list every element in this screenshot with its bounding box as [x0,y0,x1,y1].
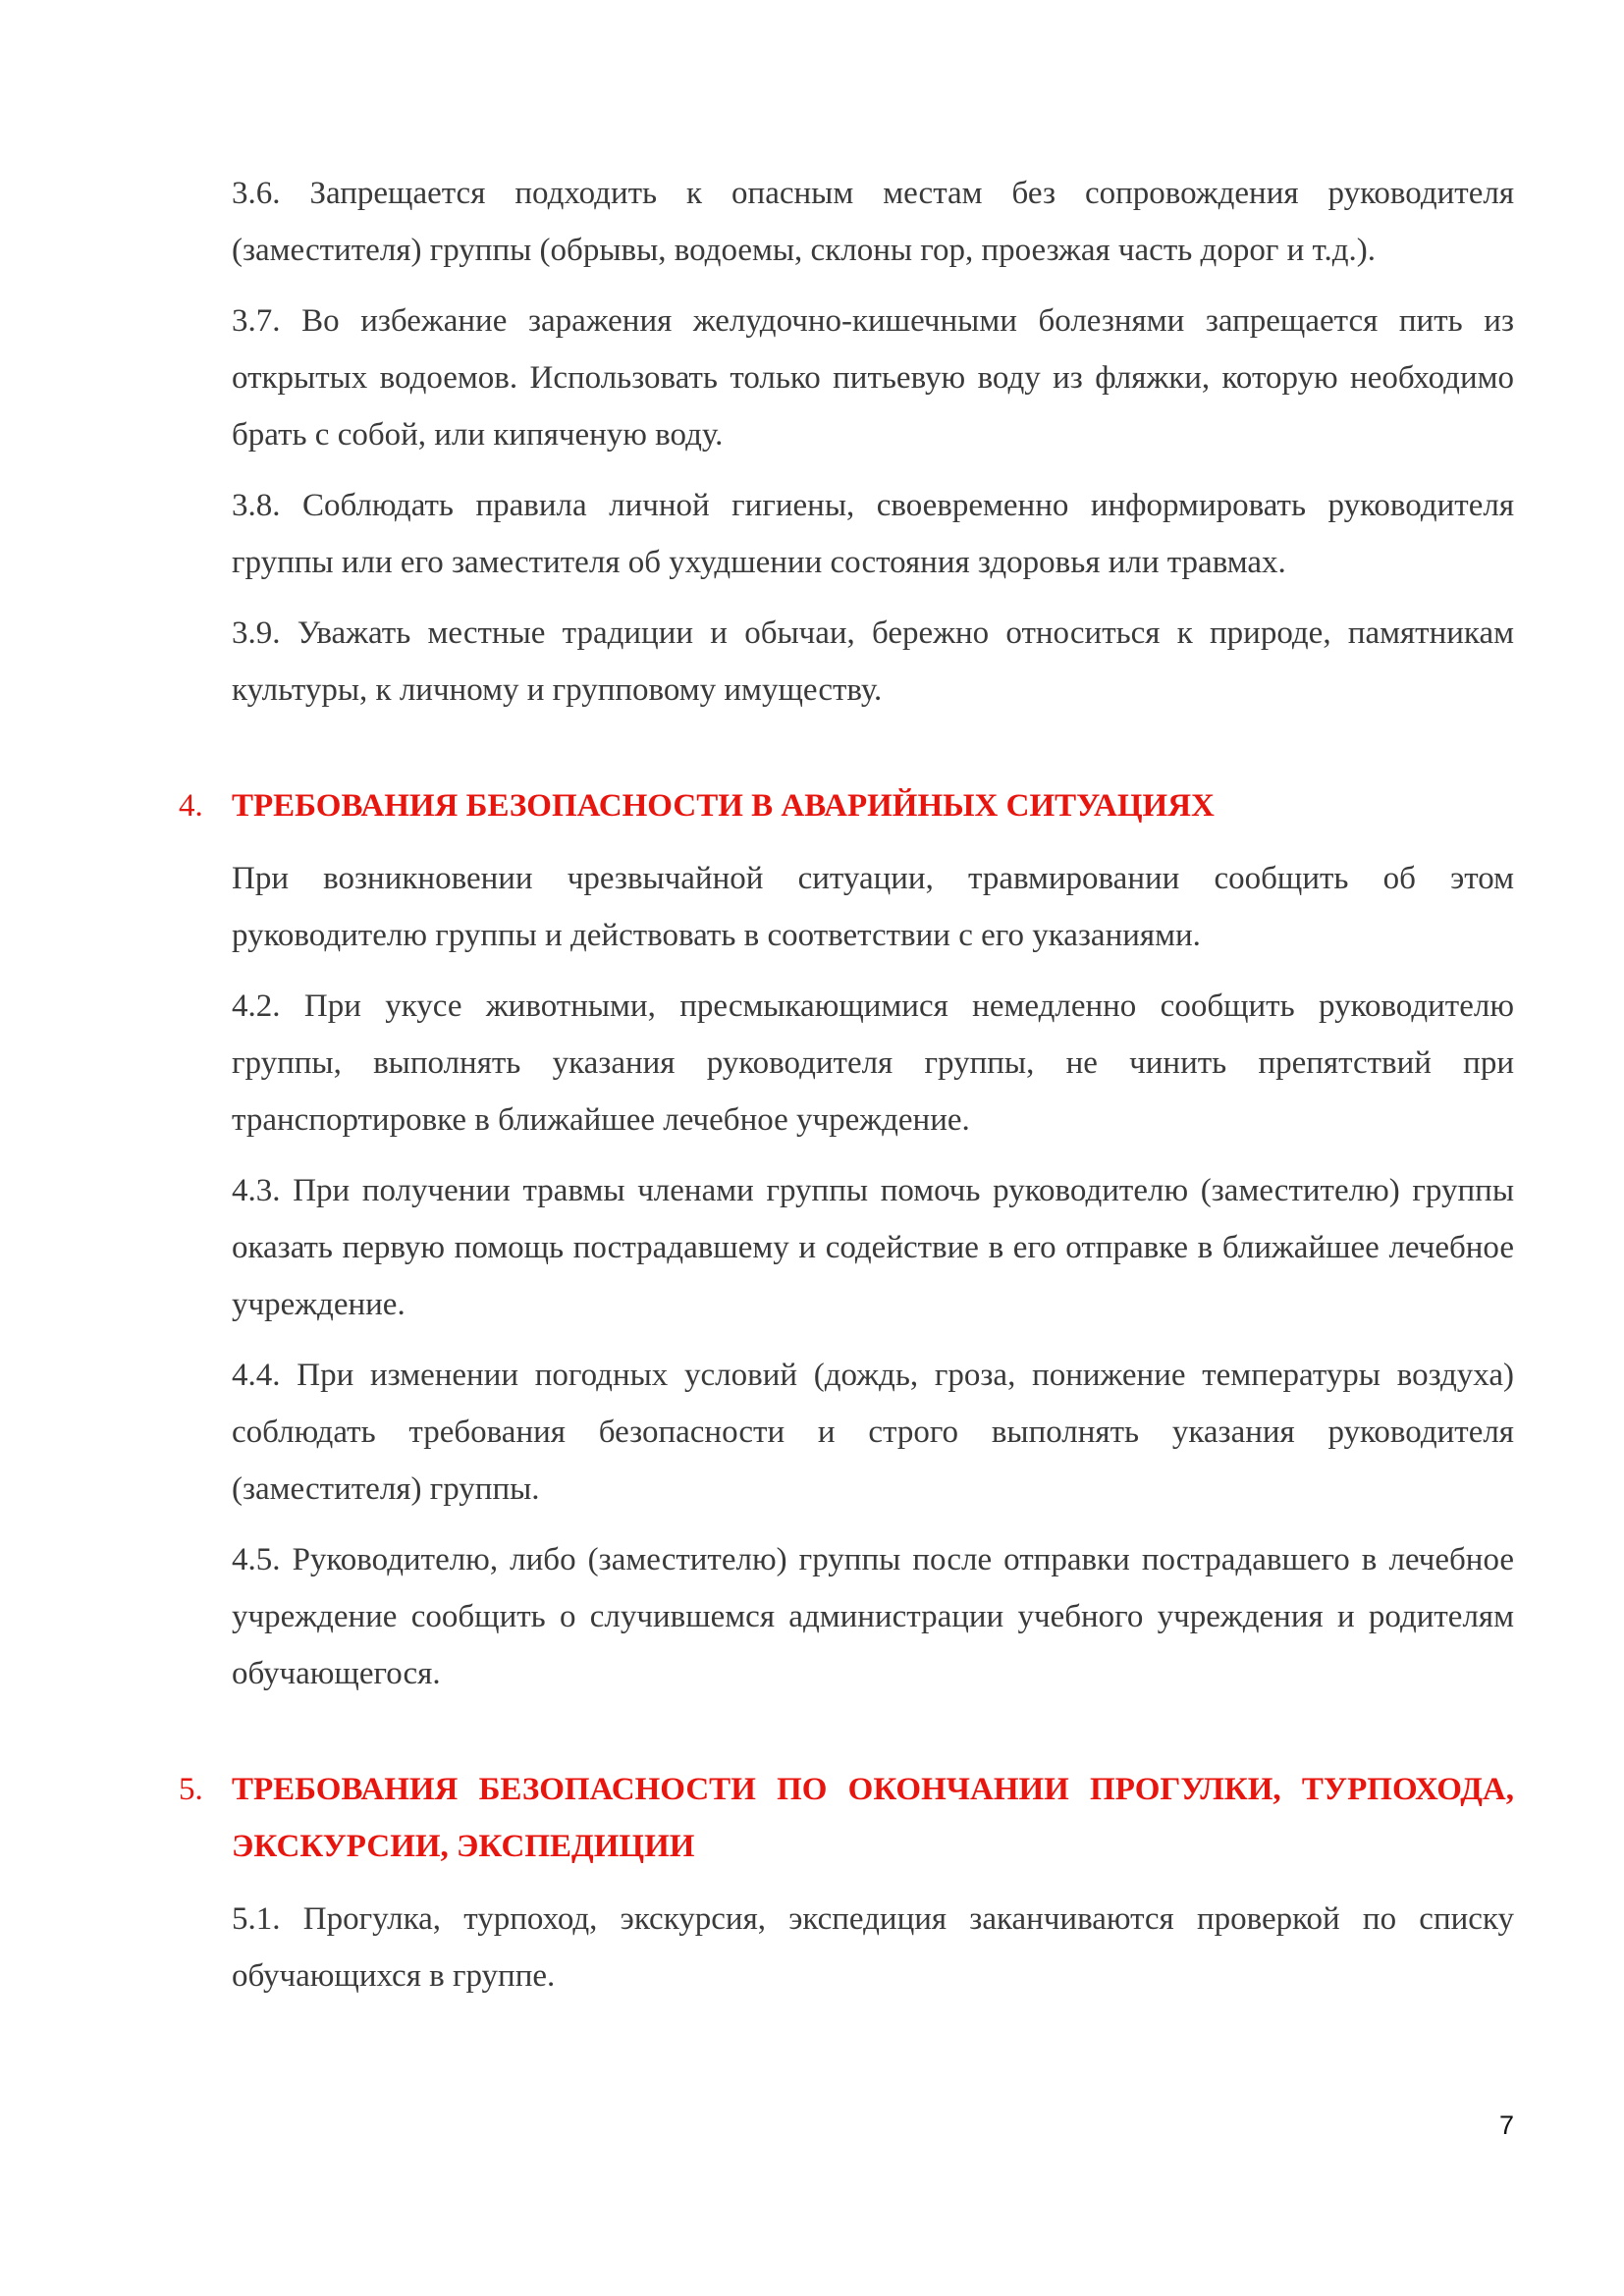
paragraph-3-7: 3.7. Во избежание заражения желудочно-кишечными болезнями запрещается пить из открытых водоемов. Использовать только питьевую воду из фляжки, которую необходимо брать с собой, или кипяченую воду. [232,303,1514,453]
section-4-heading [179,777,1514,834]
paragraph-4-4: 4.4. При изменении погодных условий (дождь, гроза, понижение температуры воздуха) соблюдать требования безопасности и строго выполнять указания руководителя (заместителя) группы. [232,1358,1514,1507]
section-4-title: ТРЕБОВАНИЯ БЕЗОПАСНОСТИ В АВАРИЙНЫХ СИТУАЦИЯХ [232,788,1215,824]
paragraph-4-1: При возникновении чрезвычайной ситуации, травмировании сообщить об этом руководителю группы и действовать в соответствии с его указаниями. [232,861,1514,953]
section-5-title: ТРЕБОВАНИЯ БЕЗОПАСНОСТИ ПО ОКОНЧАНИИ ПРОГУЛКИ, ТУРПОХОДА, ЭКСКУРСИИ, ЭКСПЕДИЦИИ [232,1772,1514,1864]
paragraph-4-3: 4.3. При получении травмы членами группы помочь руководителю (заместителю) группы оказать первую помощь пострадавшему и содействие в его отправке в ближайшее лечебное учреждение. [232,1173,1514,1322]
page-number: 7 [1498,2110,1514,2140]
page-content [179,165,1514,2018]
paragraph-3-8: 3.8. Соблюдать правила личной гигиены, своевременно информировать руководителя группы или его заместителя об ухудшении состояния здоровья или травмах. [232,488,1514,580]
paragraph-4-5: 4.5. Руководителю, либо (заместителю) группы после отправки пострадавшего в лечебное учреждение сообщить о случившемся администрации учебного учреждения и родителям обучающегося. [232,1542,1514,1691]
paragraph-3-6: 3.6. Запрещается подходить к опасным местам без сопровождения руководителя (заместителя) группы (обрывы, водоемы, склоны гор, проезжая часть дорог и т.д.). [232,176,1514,268]
section-4-number: 4. [179,788,203,824]
paragraph-5-1: 5.1. Прогулка, турпоход, экскурсия, экспедиция заканчиваются проверкой по списку обучающихся в группе. [232,1901,1514,1994]
paragraph-4-2: 4.2. При укусе животными, пресмыкающимися немедленно сообщить руководителю группы, выполнять указания руководителя группы, не чинить препятствий при транспортировке в ближайшее лечебное учреждение. [232,988,1514,1138]
paragraph-3-9: 3.9. Уважать местные традиции и обычаи, бережно относиться к природе, памятникам культуры, к личному и групповому имуществу. [232,615,1514,708]
section-5-heading [179,1761,1514,1875]
section-5-number: 5. [179,1772,203,1807]
